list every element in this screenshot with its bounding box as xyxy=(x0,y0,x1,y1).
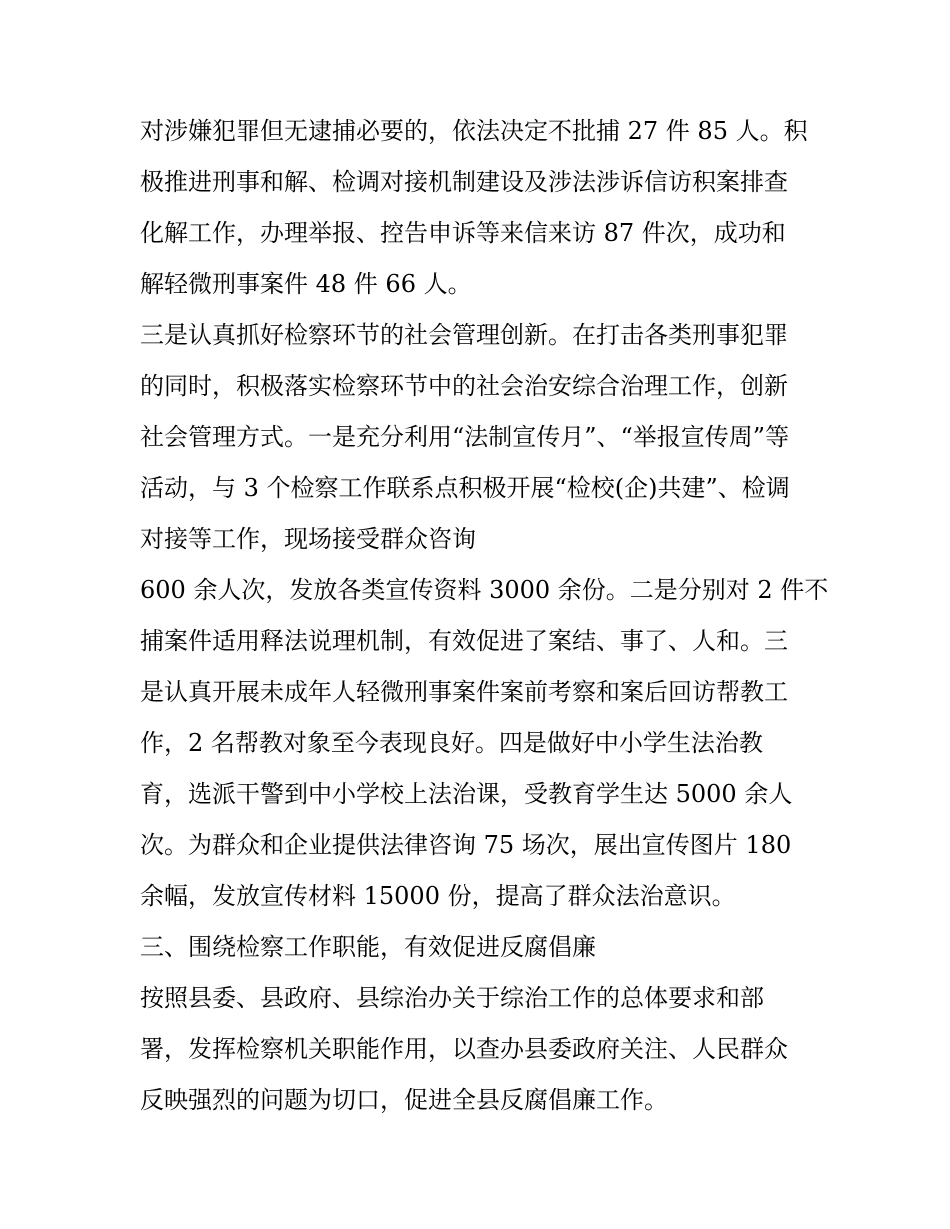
text-line: 活动，与 3 个检察工作联系点积极开展“检校(企)共建”、检调 xyxy=(140,474,790,502)
body-text xyxy=(140,106,829,1126)
text-line: 极推进刑事和解、检调对接机制建设及涉法涉诉信访积案排查 xyxy=(140,168,788,196)
section-paragraph-start: 三是认真抓好检察环节的社会管理创新。在打击各类刑事犯罪 xyxy=(140,321,788,349)
text-line: 对涉嫌犯罪但无逮捕必要的，依法决定不批捕 27 件 85 人。积 xyxy=(140,117,808,145)
text-line: 社会管理方式。一是充分利用“法制宣传月”、“举报宣传周”等 xyxy=(140,423,790,451)
text-line: 反映强烈的问题为切口，促进全县反腐倡廉工作。 xyxy=(140,1086,668,1114)
text-line: 解轻微刑事案件 48 件 66 人。 xyxy=(140,270,472,298)
text-line: 作，2 名帮教对象至今表现良好。四是做好中小学生法治教 xyxy=(140,729,763,757)
text-line: 按照县委、县政府、县综治办关于综治工作的总体要求和部 xyxy=(140,984,764,1012)
text-line: 化解工作，办理举报、控告申诉等来信来访 87 件次，成功和 xyxy=(140,219,786,247)
text-line: 是认真开展未成年人轻微刑事案件案前考察和案后回访帮教工 xyxy=(140,678,788,706)
text-line: 余幅，发放宣传材料 15000 份，提高了群众法治意识。 xyxy=(140,882,736,910)
text-line: 600 余人次，发放各类宣传资料 3000 余份。二是分别对 2 件不 xyxy=(140,576,829,604)
text-line: 育，选派干警到中小学校上法治课，受教育学生达 5000 余人 xyxy=(140,780,793,808)
section-heading: 三、围绕检察工作职能，有效促进反腐倡廉 xyxy=(140,933,596,961)
text-line: 署，发挥检察机关职能作用，以查办县委政府关注、人民群众 xyxy=(140,1035,788,1063)
text-line: 的同时，积极落实检察环节中的社会治安综合治理工作，创新 xyxy=(140,372,788,400)
text-line: 次。为群众和企业提供法律咨询 75 场次，展出宣传图片 180 xyxy=(140,831,792,859)
text-line: 捕案件适用释法说理机制，有效促进了案结、事了、人和。三 xyxy=(140,627,788,655)
text-line: 对接等工作，现场接受群众咨询 xyxy=(140,525,476,553)
